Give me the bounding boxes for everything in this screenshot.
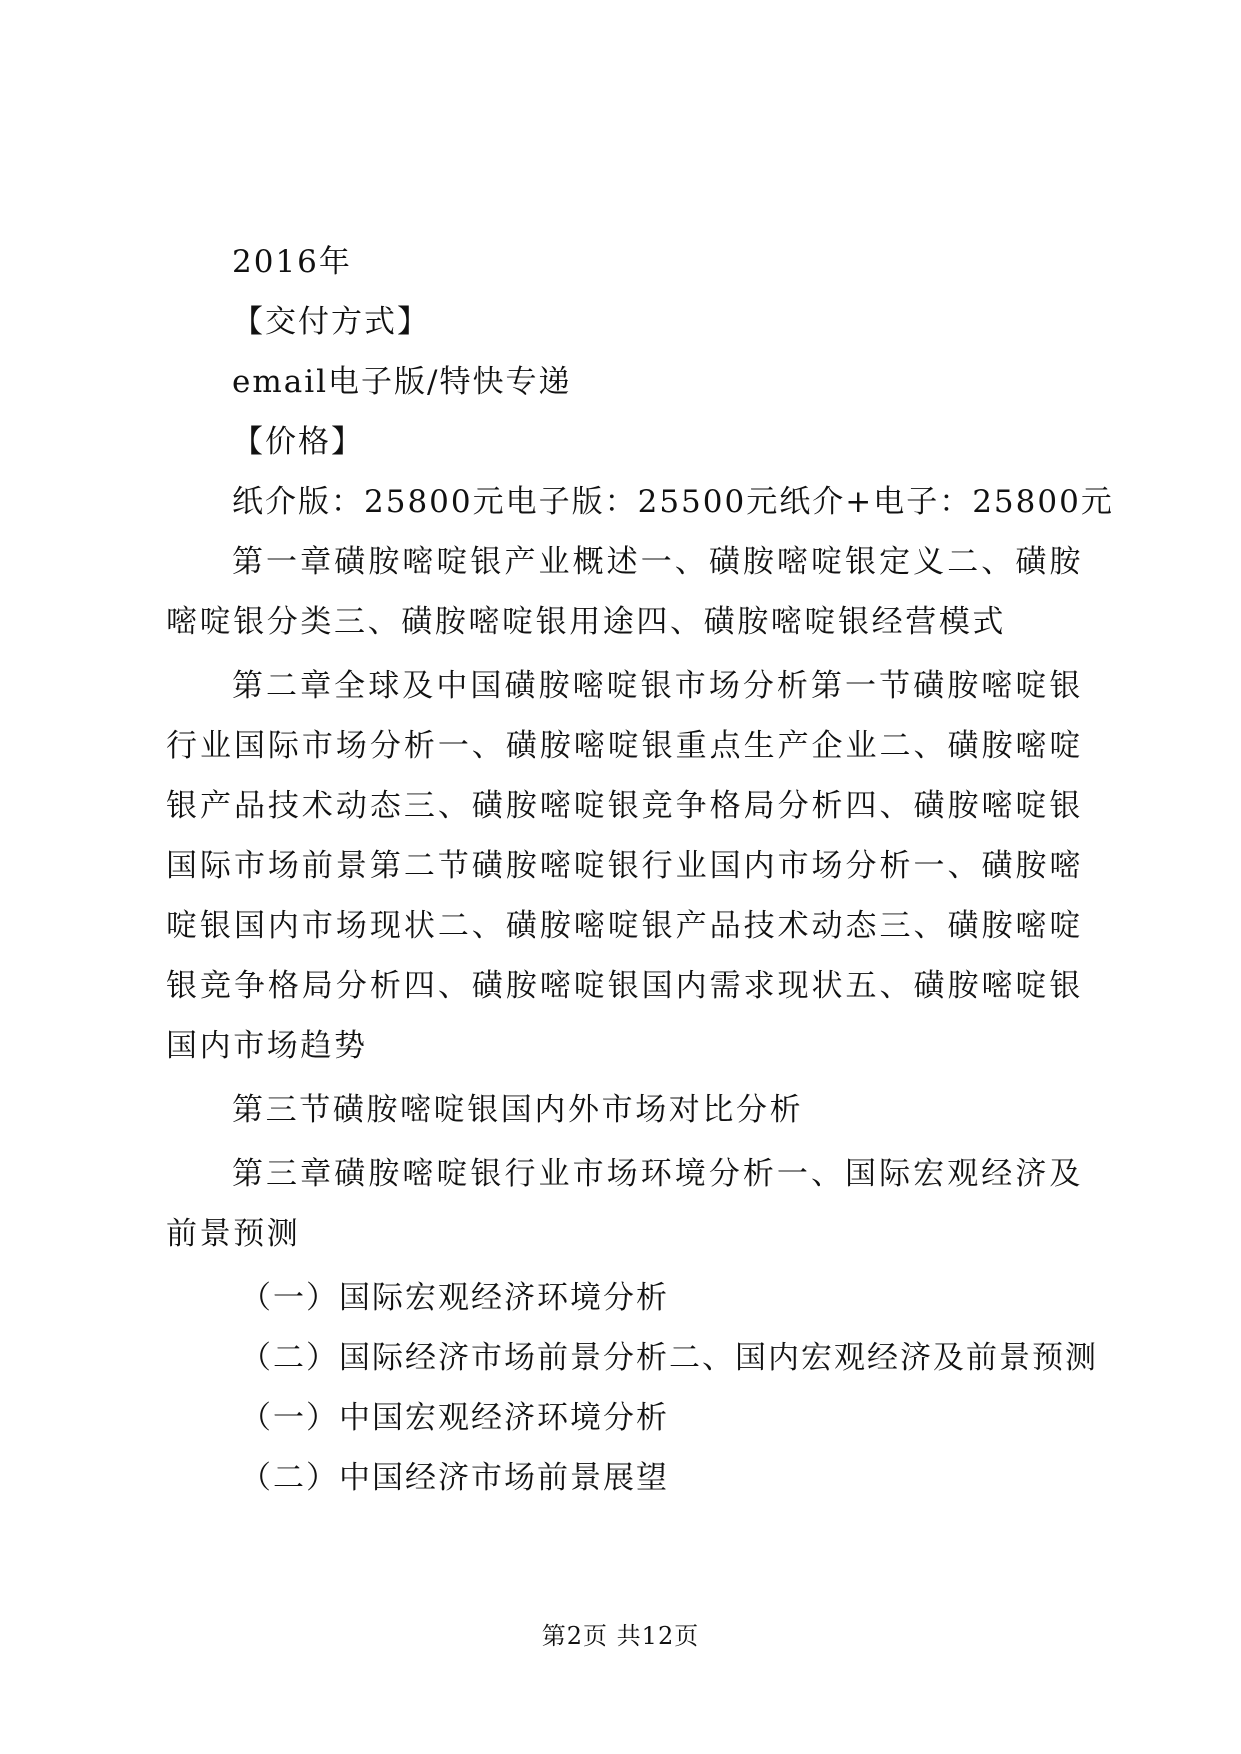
year-line: 2016年 [232,244,352,280]
chapter-3-paragraph: 第三章磺胺嘧啶银行业市场环境分析一、国际宏观经济及前景预测 [166,1156,1083,1252]
sub-item: （二）中国经济市场前景展望 [240,1460,669,1496]
sub-item: （二）国际经济市场前景分析二、国内宏观经济及前景预测 [240,1340,1098,1376]
delivery-heading: 【交付方式】 [232,304,430,340]
delivery-method: email电子版/特快专递 [232,364,572,400]
document-body [166,232,1114,1508]
chapter-1-paragraph: 第一章磺胺嘧啶银产业概述一、磺胺嘧啶银定义二、磺胺嘧啶银分类三、磺胺嘧啶银用途四、磺胺嘧啶银经营模式 [166,544,1083,640]
page-number-footer: 第2页 共12页 [541,1622,700,1650]
price-detail: 纸介版：25800元电子版：25500元纸介+电子：25800元 [232,484,1114,520]
price-heading: 【价格】 [232,424,364,460]
section-3-paragraph: 第三节磺胺嘧啶银国内外市场对比分析 [232,1092,804,1128]
sub-item: （一）中国宏观经济环境分析 [240,1400,669,1436]
chapter-2-paragraph: 第二章全球及中国磺胺嘧啶银市场分析第一节磺胺嘧啶银行业国际市场分析一、磺胺嘧啶银重点生产企业二、磺胺嘧啶银产品技术动态三、磺胺嘧啶银竞争格局分析四、磺胺嘧啶银国际市场前景第二节磺胺嘧啶银行业国内市场分析一、磺胺嘧啶银国内市场现状二、磺胺嘧啶银产品技术动态三、磺胺嘧啶银竞争格局分析四、磺胺嘧啶银国内需求现状五、磺胺嘧啶银国内市场趋势 [166,668,1083,1064]
sub-item: （一）国际宏观经济环境分析 [240,1280,669,1316]
